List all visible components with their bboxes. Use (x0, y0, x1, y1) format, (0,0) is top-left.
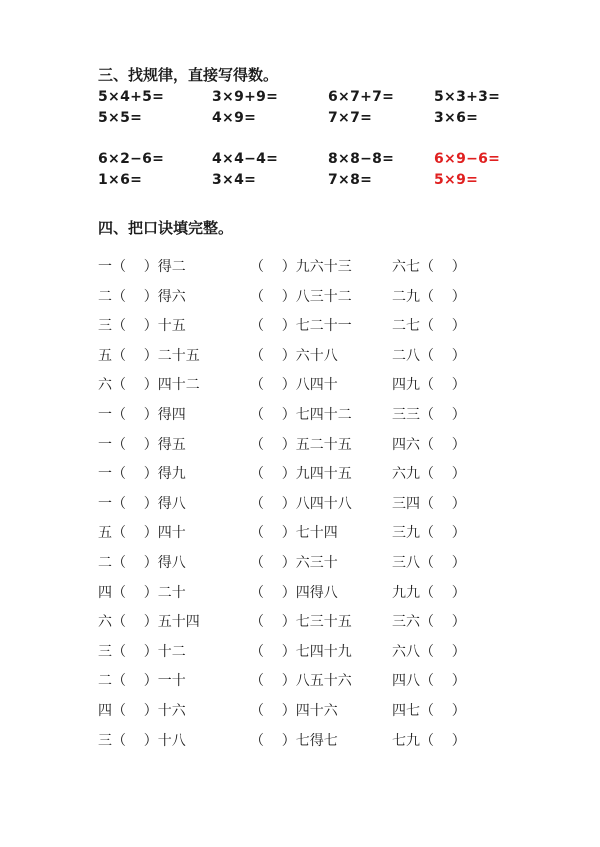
kouj-fill-blank: 一（ ）得九 (98, 466, 186, 482)
math-problem: 5×4+5= (98, 89, 165, 105)
kouj-fill-blank: 三（ ）十八 (98, 733, 186, 749)
kouj-fill-blank: 四七（ ） (392, 703, 466, 719)
kouj-fill-blank: 二九（ ） (392, 289, 466, 305)
kouj-row (0, 522, 600, 544)
kouj-fill-blank: 六（ ）四十二 (98, 377, 200, 393)
kouj-fill-blank: （ ）八四十八 (250, 496, 352, 512)
math-problem: 3×9+9= (212, 89, 279, 105)
kouj-row (0, 582, 600, 604)
math-row (0, 151, 600, 171)
kouj-fill-blank: 六七（ ） (392, 259, 466, 275)
kouj-fill-blank: 二七（ ） (392, 318, 466, 334)
kouj-fill-blank: （ ）八三十二 (250, 289, 352, 305)
kouj-fill-blank: 一（ ）得二 (98, 259, 186, 275)
kouj-fill-blank: 二（ ）得六 (98, 289, 186, 305)
kouj-fill-blank: （ ）八四十 (250, 377, 338, 393)
kouj-fill-blank: 一（ ）得四 (98, 407, 186, 423)
kouj-row (0, 434, 600, 456)
kouj-row (0, 700, 600, 722)
kouj-fill-blank: （ ）八五十六 (250, 673, 352, 689)
math-problem: 5×5= (98, 110, 143, 126)
math-problem: 8×8−8= (328, 151, 395, 167)
kouj-fill-blank: 六八（ ） (392, 644, 466, 660)
kouj-fill-blank: （ ）九四十五 (250, 466, 352, 482)
kouj-fill-blank: 九九（ ） (392, 585, 466, 601)
math-problem: 5×9= (434, 172, 479, 188)
kouj-row (0, 315, 600, 337)
kouj-fill-blank: （ ）六十八 (250, 348, 338, 364)
kouj-row (0, 641, 600, 663)
kouj-fill-blank: 一（ ）得八 (98, 496, 186, 512)
kouj-fill-blank: （ ）四十六 (250, 703, 338, 719)
math-problem: 6×7+7= (328, 89, 395, 105)
math-problem: 4×4−4= (212, 151, 279, 167)
math-problem: 1×6= (98, 172, 143, 188)
math-row (0, 110, 600, 130)
kouj-row (0, 611, 600, 633)
math-problem: 6×2−6= (98, 151, 165, 167)
kouj-fill-blank: 三（ ）十五 (98, 318, 186, 334)
kouj-row (0, 374, 600, 396)
math-row (0, 89, 600, 109)
math-problem: 7×8= (328, 172, 373, 188)
kouj-fill-blank: （ ）九六十三 (250, 259, 352, 275)
kouj-fill-blank: （ ）七四十二 (250, 407, 352, 423)
math-problem: 5×3+3= (434, 89, 501, 105)
kouj-row (0, 670, 600, 692)
kouj-fill-blank: 三三（ ） (392, 407, 466, 423)
math-problem: 4×9= (212, 110, 257, 126)
kouj-fill-blank: 二八（ ） (392, 348, 466, 364)
kouj-fill-blank: 一（ ）得五 (98, 437, 186, 453)
kouj-fill-blank: （ ）五二十五 (250, 437, 352, 453)
kouj-fill-blank: 三（ ）十二 (98, 644, 186, 660)
kouj-fill-blank: 四八（ ） (392, 673, 466, 689)
kouj-fill-blank: （ ）七十四 (250, 525, 338, 541)
kouj-fill-blank: 三八（ ） (392, 555, 466, 571)
kouj-row (0, 256, 600, 278)
kouj-fill-blank: 二（ ）一十 (98, 673, 186, 689)
math-problem: 7×7= (328, 110, 373, 126)
math-problem: 3×6= (434, 110, 479, 126)
kouj-fill-blank: 四六（ ） (392, 437, 466, 453)
math-row (0, 172, 600, 192)
kouj-fill-blank: （ ）七四十九 (250, 644, 352, 660)
section-3-title: 三、找规律，直接写得数。 (98, 66, 279, 84)
kouj-fill-blank: （ ）七得七 (250, 733, 338, 749)
kouj-fill-blank: 五（ ）四十 (98, 525, 186, 541)
kouj-fill-blank: 六（ ）五十四 (98, 614, 200, 630)
kouj-fill-blank: 四九（ ） (392, 377, 466, 393)
kouj-row (0, 463, 600, 485)
kouj-fill-blank: 四（ ）二十 (98, 585, 186, 601)
kouj-row (0, 730, 600, 752)
kouj-row (0, 493, 600, 515)
kouj-fill-blank: （ ）七三十五 (250, 614, 352, 630)
kouj-row (0, 286, 600, 308)
kouj-fill-blank: （ ）六三十 (250, 555, 338, 571)
kouj-fill-blank: 六九（ ） (392, 466, 466, 482)
kouj-fill-blank: 三四（ ） (392, 496, 466, 512)
math-problem: 6×9−6= (434, 151, 501, 167)
kouj-fill-blank: 二（ ）得八 (98, 555, 186, 571)
kouj-fill-blank: 三六（ ） (392, 614, 466, 630)
kouj-row (0, 404, 600, 426)
section-4-title: 四、把口诀填完整。 (98, 219, 234, 237)
math-problem: 3×4= (212, 172, 257, 188)
kouj-row (0, 552, 600, 574)
kouj-row (0, 345, 600, 367)
kouj-fill-blank: （ ）四得八 (250, 585, 338, 601)
kouj-fill-blank: 七九（ ） (392, 733, 466, 749)
kouj-fill-blank: 三九（ ） (392, 525, 466, 541)
kouj-fill-blank: 四（ ）十六 (98, 703, 186, 719)
kouj-fill-blank: （ ）七二十一 (250, 318, 352, 334)
kouj-fill-blank: 五（ ）二十五 (98, 348, 200, 364)
